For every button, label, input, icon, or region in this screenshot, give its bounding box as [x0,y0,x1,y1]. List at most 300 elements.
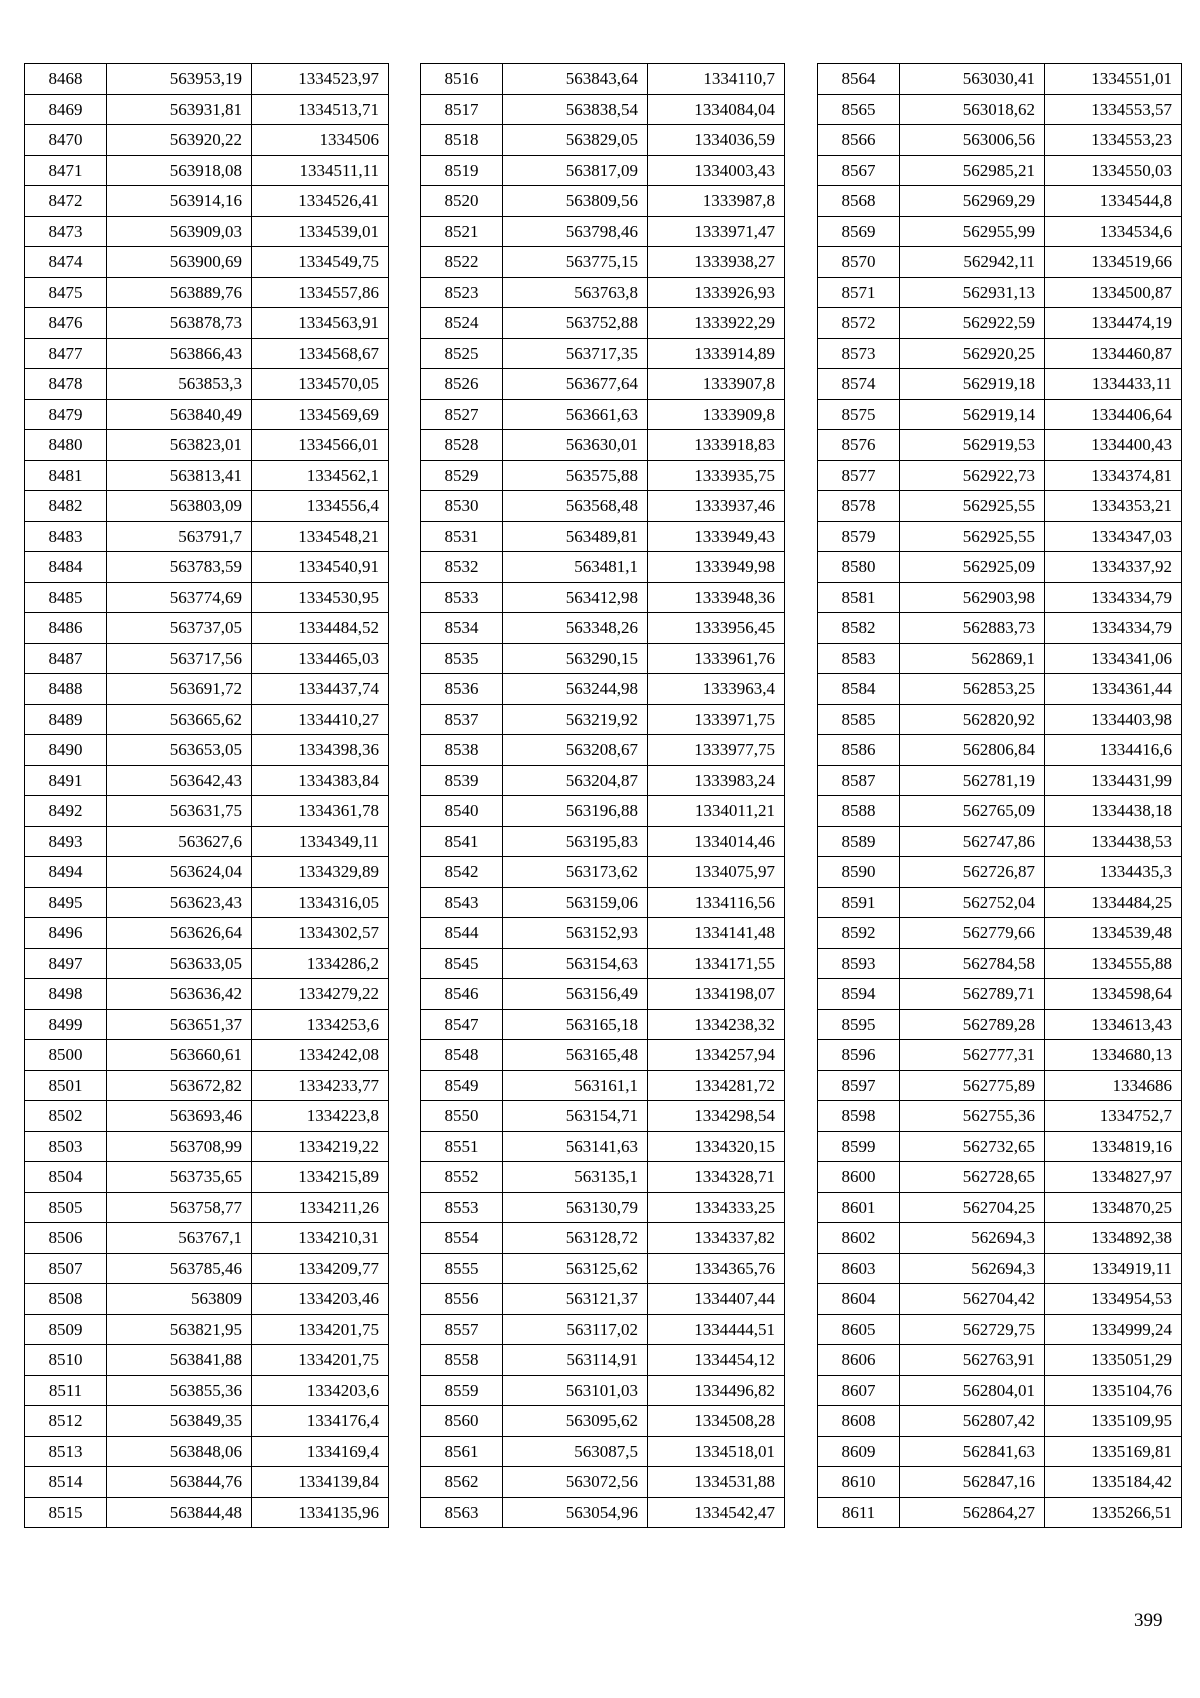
point-number-cell: 8534 [421,613,503,644]
y-coordinate-cell: 1334496,82 [648,1375,785,1406]
x-coordinate-cell: 563114,91 [503,1345,648,1376]
y-coordinate-cell: 1334403,98 [1045,704,1182,735]
table-row [818,582,1182,613]
y-coordinate-cell: 1334680,13 [1045,1040,1182,1071]
table-row [818,1009,1182,1040]
table-row [421,643,785,674]
table-row [818,704,1182,735]
point-number-cell: 8540 [421,796,503,827]
y-coordinate-cell: 1334435,3 [1045,857,1182,888]
y-coordinate-cell: 1335104,76 [1045,1375,1182,1406]
table-row [25,552,389,583]
table-row [421,979,785,1010]
point-number-cell: 8472 [25,186,107,217]
point-number-cell: 8609 [818,1436,900,1467]
x-coordinate-cell: 562726,87 [900,857,1045,888]
table-row [25,430,389,461]
x-coordinate-cell: 563737,05 [107,613,252,644]
point-number-cell: 8509 [25,1314,107,1345]
x-coordinate-cell: 563159,06 [503,887,648,918]
x-coordinate-cell: 563841,88 [107,1345,252,1376]
y-coordinate-cell: 1334518,01 [648,1436,785,1467]
point-number-cell: 8545 [421,948,503,979]
y-coordinate-cell: 1334302,57 [252,918,389,949]
point-number-cell: 8524 [421,308,503,339]
point-number-cell: 8475 [25,277,107,308]
table-row [25,1497,389,1528]
table-row [421,1253,785,1284]
x-coordinate-cell: 563918,08 [107,155,252,186]
point-number-cell: 8493 [25,826,107,857]
table-row [421,1101,785,1132]
x-coordinate-cell: 563783,59 [107,552,252,583]
table-row [421,613,785,644]
table-row [421,491,785,522]
x-coordinate-cell: 562747,86 [900,826,1045,857]
point-number-cell: 8556 [421,1284,503,1315]
table-row [25,582,389,613]
table-row [818,1101,1182,1132]
y-coordinate-cell: 1334169,4 [252,1436,389,1467]
x-coordinate-cell: 563763,8 [503,277,648,308]
point-number-cell: 8568 [818,186,900,217]
x-coordinate-cell: 563165,18 [503,1009,648,1040]
y-coordinate-cell: 1334139,84 [252,1467,389,1498]
point-number-cell: 8521 [421,216,503,247]
table-row [818,826,1182,857]
x-coordinate-cell: 563838,54 [503,94,648,125]
y-coordinate-cell: 1334406,64 [1045,399,1182,430]
table-row [818,64,1182,95]
table-row [818,1223,1182,1254]
x-coordinate-cell: 563914,16 [107,186,252,217]
y-coordinate-cell: 1334433,11 [1045,369,1182,400]
point-number-cell: 8495 [25,887,107,918]
x-coordinate-cell: 562925,55 [900,491,1045,522]
x-coordinate-cell: 563853,3 [107,369,252,400]
x-coordinate-cell: 563633,05 [107,948,252,979]
point-number-cell: 8565 [818,94,900,125]
table-row [25,765,389,796]
x-coordinate-cell: 563775,15 [503,247,648,278]
table-row [421,1375,785,1406]
y-coordinate-cell: 1334219,22 [252,1131,389,1162]
y-coordinate-cell: 1333909,8 [648,399,785,430]
table-row [421,308,785,339]
table-row [25,1040,389,1071]
y-coordinate-cell: 1334999,24 [1045,1314,1182,1345]
page-number: 399 [1134,1610,1163,1631]
x-coordinate-cell: 562925,09 [900,552,1045,583]
y-coordinate-cell: 1333914,89 [648,338,785,369]
point-number-cell: 8587 [818,765,900,796]
point-number-cell: 8498 [25,979,107,1010]
table-row [25,399,389,430]
table-row [818,552,1182,583]
y-coordinate-cell: 1333949,98 [648,552,785,583]
table-row [421,765,785,796]
coordinates-table-right [817,63,1182,1528]
x-coordinate-cell: 562841,63 [900,1436,1045,1467]
point-number-cell: 8519 [421,155,503,186]
y-coordinate-cell: 1333987,8 [648,186,785,217]
point-number-cell: 8603 [818,1253,900,1284]
x-coordinate-cell: 563717,56 [107,643,252,674]
point-number-cell: 8474 [25,247,107,278]
point-number-cell: 8578 [818,491,900,522]
x-coordinate-cell: 563173,62 [503,857,648,888]
x-coordinate-cell: 562777,31 [900,1040,1045,1071]
table-row [25,643,389,674]
y-coordinate-cell: 1333983,24 [648,765,785,796]
x-coordinate-cell: 562955,99 [900,216,1045,247]
x-coordinate-cell: 563626,64 [107,918,252,949]
point-number-cell: 8535 [421,643,503,674]
x-coordinate-cell: 562925,55 [900,521,1045,552]
y-coordinate-cell: 1334870,25 [1045,1192,1182,1223]
y-coordinate-cell: 1334141,48 [648,918,785,949]
point-number-cell: 8520 [421,186,503,217]
table-row [25,674,389,705]
point-number-cell: 8471 [25,155,107,186]
table-row [25,1375,389,1406]
y-coordinate-cell: 1334513,71 [252,94,389,125]
point-number-cell: 8526 [421,369,503,400]
y-coordinate-cell: 1334337,92 [1045,552,1182,583]
point-number-cell: 8483 [25,521,107,552]
x-coordinate-cell: 563095,62 [503,1406,648,1437]
table-row [25,338,389,369]
table-row [818,857,1182,888]
table-row [25,1162,389,1193]
table-row [25,1192,389,1223]
table-row [818,460,1182,491]
table-row [818,1314,1182,1345]
x-coordinate-cell: 563348,26 [503,613,648,644]
y-coordinate-cell: 1333935,75 [648,460,785,491]
table-row [818,186,1182,217]
point-number-cell: 8607 [818,1375,900,1406]
table-row [25,1070,389,1101]
point-number-cell: 8500 [25,1040,107,1071]
x-coordinate-cell: 563672,82 [107,1070,252,1101]
point-number-cell: 8479 [25,399,107,430]
point-number-cell: 8583 [818,643,900,674]
point-number-cell: 8476 [25,308,107,339]
y-coordinate-cell: 1334416,6 [1045,735,1182,766]
x-coordinate-cell: 563219,92 [503,704,648,735]
x-coordinate-cell: 562779,66 [900,918,1045,949]
point-number-cell: 8496 [25,918,107,949]
table-row [818,918,1182,949]
x-coordinate-cell: 563156,49 [503,979,648,1010]
x-coordinate-cell: 563161,1 [503,1070,648,1101]
point-number-cell: 8515 [25,1497,107,1528]
x-coordinate-cell: 562820,92 [900,704,1045,735]
point-number-cell: 8600 [818,1162,900,1193]
y-coordinate-cell: 1334523,97 [252,64,389,95]
y-coordinate-cell: 1334531,88 [648,1467,785,1498]
y-coordinate-cell: 1334827,97 [1045,1162,1182,1193]
y-coordinate-cell: 1334320,15 [648,1131,785,1162]
x-coordinate-cell: 562869,1 [900,643,1045,674]
point-number-cell: 8530 [421,491,503,522]
table-row [25,216,389,247]
x-coordinate-cell: 563152,93 [503,918,648,949]
table-row [818,1253,1182,1284]
y-coordinate-cell: 1334341,06 [1045,643,1182,674]
table-row [421,948,785,979]
point-number-cell: 8549 [421,1070,503,1101]
y-coordinate-cell: 1334201,75 [252,1345,389,1376]
table-row [421,155,785,186]
y-coordinate-cell: 1334484,25 [1045,887,1182,918]
y-coordinate-cell: 1334337,82 [648,1223,785,1254]
table-row [25,1345,389,1376]
table-row [25,460,389,491]
table-row [818,491,1182,522]
table-row [421,64,785,95]
x-coordinate-cell: 563412,98 [503,582,648,613]
y-coordinate-cell: 1334454,12 [648,1345,785,1376]
y-coordinate-cell: 1334215,89 [252,1162,389,1193]
x-coordinate-cell: 563204,87 [503,765,648,796]
y-coordinate-cell: 1334298,54 [648,1101,785,1132]
y-coordinate-cell: 1333938,27 [648,247,785,278]
x-coordinate-cell: 563631,75 [107,796,252,827]
x-coordinate-cell: 563196,88 [503,796,648,827]
x-coordinate-cell: 562755,36 [900,1101,1045,1132]
point-number-cell: 8567 [818,155,900,186]
table-row [25,1101,389,1132]
y-coordinate-cell: 1334570,05 [252,369,389,400]
point-number-cell: 8477 [25,338,107,369]
point-number-cell: 8522 [421,247,503,278]
point-number-cell: 8489 [25,704,107,735]
x-coordinate-cell: 562806,84 [900,735,1045,766]
x-coordinate-cell: 563735,65 [107,1162,252,1193]
x-coordinate-cell: 562728,65 [900,1162,1045,1193]
y-coordinate-cell: 1333926,93 [648,277,785,308]
x-coordinate-cell: 563900,69 [107,247,252,278]
table-row [25,369,389,400]
x-coordinate-cell: 562765,09 [900,796,1045,827]
x-coordinate-cell: 563642,43 [107,765,252,796]
table-row [421,1497,785,1528]
table-row [421,125,785,156]
table-row [25,735,389,766]
table-row [25,796,389,827]
point-number-cell: 8491 [25,765,107,796]
point-number-cell: 8482 [25,491,107,522]
point-number-cell: 8596 [818,1040,900,1071]
y-coordinate-cell: 1334003,43 [648,155,785,186]
y-coordinate-cell: 1333922,29 [648,308,785,339]
x-coordinate-cell: 563121,37 [503,1284,648,1315]
x-coordinate-cell: 563627,6 [107,826,252,857]
y-coordinate-cell: 1334526,41 [252,186,389,217]
table-row [25,1253,389,1284]
x-coordinate-cell: 563767,1 [107,1223,252,1254]
table-row [25,1436,389,1467]
y-coordinate-cell: 1334460,87 [1045,338,1182,369]
table-row [421,1467,785,1498]
x-coordinate-cell: 563489,81 [503,521,648,552]
table-row [25,1314,389,1345]
point-number-cell: 8574 [818,369,900,400]
x-coordinate-cell: 562694,3 [900,1223,1045,1254]
x-coordinate-cell: 563693,46 [107,1101,252,1132]
table-row [421,1009,785,1040]
point-number-cell: 8505 [25,1192,107,1223]
table-row [25,125,389,156]
point-number-cell: 8480 [25,430,107,461]
table-row [25,1223,389,1254]
y-coordinate-cell: 1334500,87 [1045,277,1182,308]
point-number-cell: 8550 [421,1101,503,1132]
table-row [818,613,1182,644]
y-coordinate-cell: 1334511,11 [252,155,389,186]
x-coordinate-cell: 563817,09 [503,155,648,186]
point-number-cell: 8555 [421,1253,503,1284]
y-coordinate-cell: 1334465,03 [252,643,389,674]
y-coordinate-cell: 1334686 [1045,1070,1182,1101]
y-coordinate-cell: 1334242,08 [252,1040,389,1071]
point-number-cell: 8532 [421,552,503,583]
table-row [421,1284,785,1315]
x-coordinate-cell: 563855,36 [107,1375,252,1406]
x-coordinate-cell: 563630,01 [503,430,648,461]
point-number-cell: 8507 [25,1253,107,1284]
table-row [818,94,1182,125]
x-coordinate-cell: 563821,95 [107,1314,252,1345]
y-coordinate-cell: 1334011,21 [648,796,785,827]
y-coordinate-cell: 1334508,28 [648,1406,785,1437]
table-row [421,887,785,918]
table-row [818,216,1182,247]
table-row [421,399,785,430]
table-row [818,338,1182,369]
x-coordinate-cell: 562804,01 [900,1375,1045,1406]
table-row [25,64,389,95]
point-number-cell: 8572 [818,308,900,339]
table-row [421,735,785,766]
y-coordinate-cell: 1334253,6 [252,1009,389,1040]
table-row [25,979,389,1010]
point-number-cell: 8503 [25,1131,107,1162]
y-coordinate-cell: 1334201,75 [252,1314,389,1345]
point-number-cell: 8508 [25,1284,107,1315]
point-number-cell: 8564 [818,64,900,95]
y-coordinate-cell: 1334556,4 [252,491,389,522]
y-coordinate-cell: 1334506 [252,125,389,156]
point-number-cell: 8528 [421,430,503,461]
y-coordinate-cell: 1334540,91 [252,552,389,583]
y-coordinate-cell: 1334437,74 [252,674,389,705]
table-row [25,277,389,308]
table-row [421,1314,785,1345]
x-coordinate-cell: 563813,41 [107,460,252,491]
y-coordinate-cell: 1334347,03 [1045,521,1182,552]
x-coordinate-cell: 563829,05 [503,125,648,156]
table-row [421,582,785,613]
y-coordinate-cell: 1334530,95 [252,582,389,613]
x-coordinate-cell: 563072,56 [503,1467,648,1498]
y-coordinate-cell: 1334365,76 [648,1253,785,1284]
point-number-cell: 8506 [25,1223,107,1254]
point-number-cell: 8586 [818,735,900,766]
x-coordinate-cell: 563803,09 [107,491,252,522]
y-coordinate-cell: 1333918,83 [648,430,785,461]
y-coordinate-cell: 1333956,45 [648,613,785,644]
y-coordinate-cell: 1334383,84 [252,765,389,796]
coordinates-table-left [24,63,389,1528]
point-number-cell: 8566 [818,125,900,156]
x-coordinate-cell: 563840,49 [107,399,252,430]
x-coordinate-cell: 563130,79 [503,1192,648,1223]
point-number-cell: 8575 [818,399,900,430]
table-row [818,674,1182,705]
x-coordinate-cell: 563117,02 [503,1314,648,1345]
point-number-cell: 8492 [25,796,107,827]
point-number-cell: 8543 [421,887,503,918]
x-coordinate-cell: 563677,64 [503,369,648,400]
table-row [421,1040,785,1071]
x-coordinate-cell: 563953,19 [107,64,252,95]
y-coordinate-cell: 1334211,26 [252,1192,389,1223]
x-coordinate-cell: 563653,05 [107,735,252,766]
point-number-cell: 8497 [25,948,107,979]
x-coordinate-cell: 563844,76 [107,1467,252,1498]
x-coordinate-cell: 562922,73 [900,460,1045,491]
point-number-cell: 8590 [818,857,900,888]
point-number-cell: 8552 [421,1162,503,1193]
table-row [421,1131,785,1162]
point-number-cell: 8490 [25,735,107,766]
y-coordinate-cell: 1334353,21 [1045,491,1182,522]
y-coordinate-cell: 1334361,78 [252,796,389,827]
x-coordinate-cell: 562922,59 [900,308,1045,339]
point-number-cell: 8559 [421,1375,503,1406]
point-number-cell: 8597 [818,1070,900,1101]
x-coordinate-cell: 562942,11 [900,247,1045,278]
y-coordinate-cell: 1334919,11 [1045,1253,1182,1284]
x-coordinate-cell: 563848,06 [107,1436,252,1467]
point-number-cell: 8602 [818,1223,900,1254]
y-coordinate-cell: 1334209,77 [252,1253,389,1284]
x-coordinate-cell: 562903,98 [900,582,1045,613]
y-coordinate-cell: 1334398,36 [252,735,389,766]
point-number-cell: 8570 [818,247,900,278]
point-number-cell: 8512 [25,1406,107,1437]
table-row [818,735,1182,766]
x-coordinate-cell: 563101,03 [503,1375,648,1406]
y-coordinate-cell: 1335266,51 [1045,1497,1182,1528]
point-number-cell: 8484 [25,552,107,583]
table-row [421,552,785,583]
point-number-cell: 8485 [25,582,107,613]
table-row [25,94,389,125]
table-row [818,399,1182,430]
y-coordinate-cell: 1334542,47 [648,1497,785,1528]
table-row [421,369,785,400]
table-row [421,1345,785,1376]
x-coordinate-cell: 562729,75 [900,1314,1045,1345]
table-row [818,1192,1182,1223]
x-coordinate-cell: 563636,42 [107,979,252,1010]
y-coordinate-cell: 1334484,52 [252,613,389,644]
table-row [421,247,785,278]
